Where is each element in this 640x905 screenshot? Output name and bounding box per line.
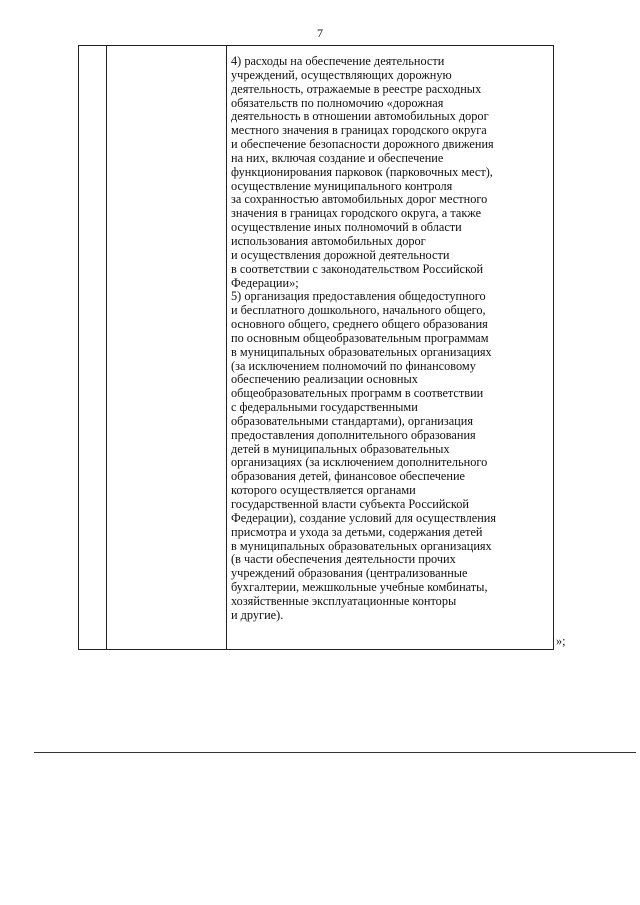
paragraph-item-4: 4) расходы на обеспечение деятельности учреждений, осуществляющих дорожную деятельность, отражаемые в реестре расходных обязательств по полномочию «дорожная деятельность в отношении автомобильных дорог местного значения в границах городского округа и обеспечение безопасности дорожного движения на них, включая создание и обеспечение функционирования парковок (парковочных мест), осуществление муниципального контроля за сохранностью автомобильных дорог местного значения в границах городского округа, а также осуществление иных полномочий в области использования автомобильных дорог и осуществления дорожной деятельности в соответствии с законодательством Российской Федерации»;	[231, 54, 494, 290]
table-column-divider-1	[106, 46, 107, 649]
footer-divider-line	[34, 752, 636, 753]
page-number: 7	[317, 26, 323, 40]
table-text-cell	[231, 55, 549, 623]
closing-quote-mark: »;	[556, 634, 566, 648]
table-column-divider-2	[226, 46, 227, 649]
paragraph-item-5: 5) организация предоставления общедоступного и бесплатного дошкольного, начального общего, основного общего, среднего общего образования по основным общеобразовательным программам в муниципальных образовательных организациях (за исключением полномочий по финансовому обеспечению реализации основных общеобразовательных программ в соответствии с федеральными государственными образовательными стандартами), организация предоставления дополнительного образования детей в муниципальных образовательных организациях (за исключением дополнительного образования детей, финансовое обеспечение которого осуществляется органами государственной власти субъекта Российской Федерации), создание условий для осуществления присмотра и ухода за детьми, содержания детей в муниципальных образовательных организациях (в части обеспечения деятельности прочих учреждений образования (централизованные бухгалтерии, межшкольные учебные комбинаты, хозяйственные эксплуатационные конторы и другие).	[231, 289, 497, 622]
content-table	[78, 45, 554, 650]
